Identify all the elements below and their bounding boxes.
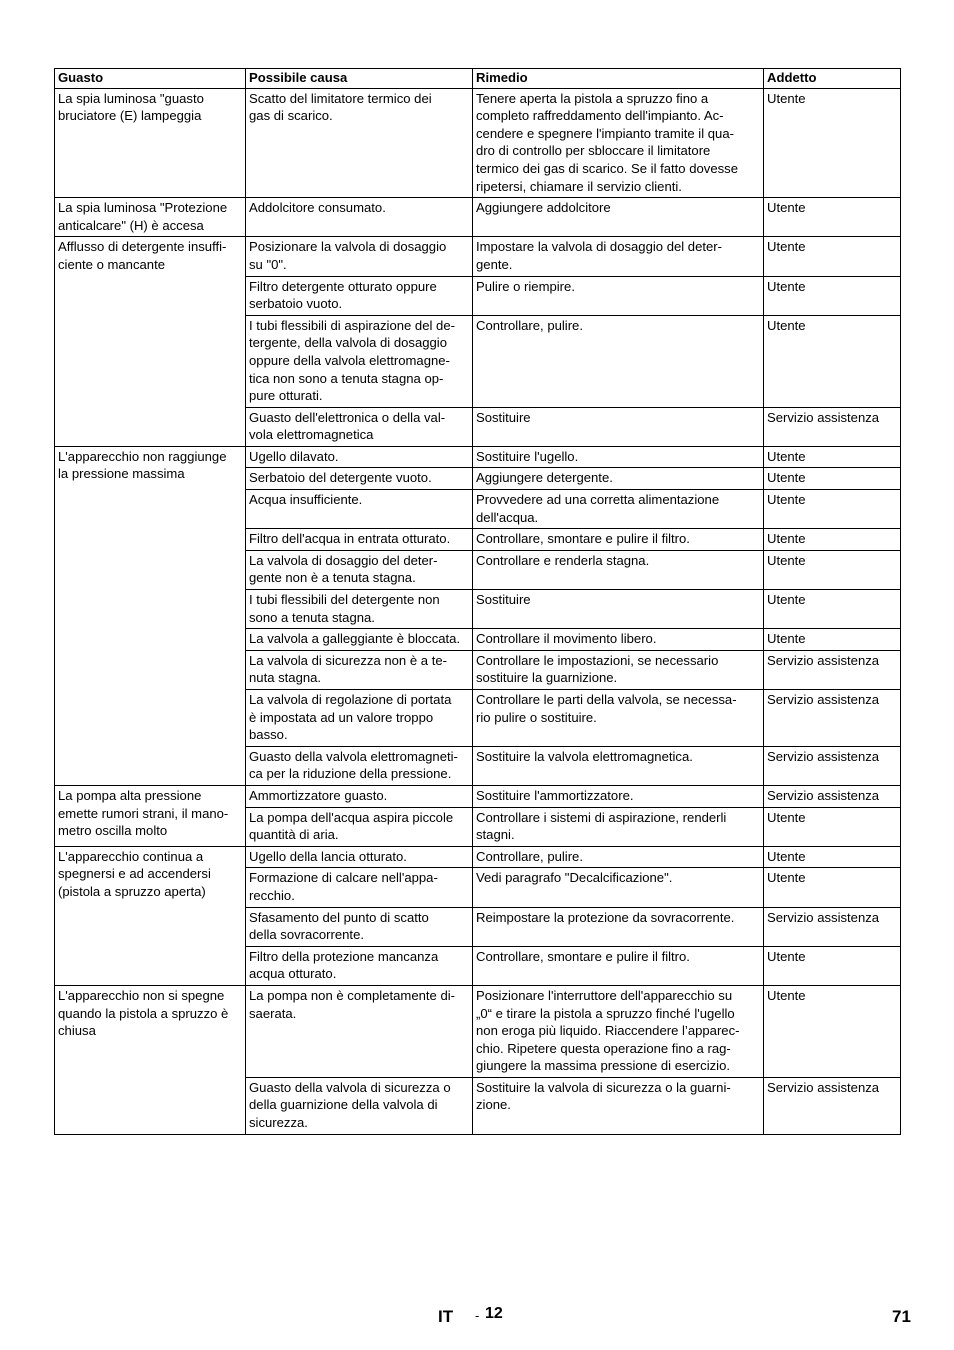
cause-cell: Ammortizzatore guasto. <box>246 785 473 807</box>
person-cell: Servizio assistenza <box>764 785 901 807</box>
cause-cell: Guasto dell'elettronica o della val- vola elettromagnetica <box>246 407 473 446</box>
cause-cell: La valvola di regolazione di portata è impostata ad un valore troppo basso. <box>246 690 473 747</box>
footer-language: IT <box>438 1307 454 1326</box>
table-header-row <box>55 69 901 89</box>
remedy-cell: Controllare i sistemi di aspirazione, renderli stagni. <box>473 807 764 846</box>
header-remedy: Rimedio <box>473 69 764 89</box>
person-cell: Utente <box>764 550 901 589</box>
person-cell: Utente <box>764 490 901 529</box>
person-cell: Servizio assistenza <box>764 1077 901 1134</box>
remedy-cell: Sostituire la valvola di sicurezza o la guarni- zione. <box>473 1077 764 1134</box>
person-cell: Servizio assistenza <box>764 746 901 785</box>
cause-cell: I tubi flessibili del detergente non sono a tenuta stagna. <box>246 590 473 629</box>
cause-cell: Filtro dell'acqua in entrata otturato. <box>246 529 473 551</box>
person-cell: Utente <box>764 846 901 868</box>
table-row <box>55 985 901 1077</box>
footer-separator: - <box>475 1308 480 1323</box>
person-cell: Utente <box>764 985 901 1077</box>
cause-cell: La pompa dell'acqua aspira piccole quantità di aria. <box>246 807 473 846</box>
person-cell: Utente <box>764 629 901 651</box>
remedy-cell: Vedi paragrafo "Decalcificazione". <box>473 868 764 907</box>
person-cell: Utente <box>764 276 901 315</box>
person-cell: Utente <box>764 468 901 490</box>
remedy-cell: Sostituire <box>473 590 764 629</box>
table-row <box>55 446 901 468</box>
person-cell: Utente <box>764 529 901 551</box>
cause-cell: Filtro detergente otturato oppure serbatoio vuoto. <box>246 276 473 315</box>
cause-cell: Guasto della valvola elettromagneti- ca per la riduzione della pressione. <box>246 746 473 785</box>
person-cell: Utente <box>764 198 901 237</box>
person-cell: Servizio assistenza <box>764 690 901 747</box>
fault-cell: L'apparecchio non si spegne quando la pistola a spruzzo è chiusa <box>55 985 246 1134</box>
remedy-cell: Reimpostare la protezione da sovracorrente. <box>473 907 764 946</box>
cause-cell: I tubi flessibili di aspirazione del de- tergente, della valvola di dosaggio oppure della valvola elettromagne- tica non sono a tenuta stagna op- pure otturati. <box>246 315 473 407</box>
fault-cell: L'apparecchio non raggiunge la pressione massima <box>55 446 246 785</box>
remedy-cell: Controllare il movimento libero. <box>473 629 764 651</box>
remedy-cell: Sostituire la valvola elettromagnetica. <box>473 746 764 785</box>
remedy-cell: Controllare, smontare e pulire il filtro. <box>473 946 764 985</box>
table-row <box>55 198 901 237</box>
remedy-cell: Sostituire l'ugello. <box>473 446 764 468</box>
person-cell: Servizio assistenza <box>764 407 901 446</box>
cause-cell: La valvola di dosaggio del deter- gente non è a tenuta stagna. <box>246 550 473 589</box>
cause-cell: Posizionare la valvola di dosaggio su "0". <box>246 237 473 276</box>
person-cell: Utente <box>764 807 901 846</box>
person-cell: Servizio assistenza <box>764 650 901 689</box>
person-cell: Servizio assistenza <box>764 907 901 946</box>
cause-cell: Formazione di calcare nell'appa- recchio. <box>246 868 473 907</box>
header-cause: Possibile causa <box>246 69 473 89</box>
person-cell: Utente <box>764 946 901 985</box>
cause-cell: Filtro della protezione mancanza acqua otturato. <box>246 946 473 985</box>
remedy-cell: Sostituire l'ammortizzatore. <box>473 785 764 807</box>
person-cell: Utente <box>764 446 901 468</box>
footer-page-number: 71 <box>892 1307 911 1326</box>
cause-cell: Addolcitore consumato. <box>246 198 473 237</box>
remedy-cell: Controllare, pulire. <box>473 846 764 868</box>
fault-cell: La spia luminosa "Protezione anticalcare" (H) è accesa <box>55 198 246 237</box>
remedy-cell: Provvedere ad una corretta alimentazione dell'acqua. <box>473 490 764 529</box>
cause-cell: Ugello dilavato. <box>246 446 473 468</box>
cause-cell: La valvola a galleggiante è bloccata. <box>246 629 473 651</box>
table-row <box>55 785 901 807</box>
table-row <box>55 846 901 868</box>
cause-cell: La valvola di sicurezza non è a te- nuta stagna. <box>246 650 473 689</box>
remedy-cell: Pulire o riempire. <box>473 276 764 315</box>
remedy-cell: Controllare e renderla stagna. <box>473 550 764 589</box>
fault-cell: Afflusso di detergente insuffi- ciente o mancante <box>55 237 246 447</box>
cause-cell: Guasto della valvola di sicurezza o della guarnizione della valvola di sicurezza. <box>246 1077 473 1134</box>
footer-section-number: 12 <box>485 1305 503 1322</box>
fault-cell: L'apparecchio continua a spegnersi e ad accendersi (pistola a spruzzo aperta) <box>55 846 246 985</box>
person-cell: Utente <box>764 315 901 407</box>
cause-cell: Scatto del limitatore termico dei gas di scarico. <box>246 88 473 198</box>
cause-cell: Ugello della lancia otturato. <box>246 846 473 868</box>
table-row <box>55 88 901 198</box>
header-fault: Guasto <box>55 69 246 89</box>
remedy-cell: Controllare, pulire. <box>473 315 764 407</box>
remedy-cell: Controllare le impostazioni, se necessario sostituire la guarnizione. <box>473 650 764 689</box>
remedy-cell: Impostare la valvola di dosaggio del deter- gente. <box>473 237 764 276</box>
troubleshooting-table <box>54 68 901 1135</box>
remedy-cell: Controllare le parti della valvola, se necessa- rio pulire o sostituire. <box>473 690 764 747</box>
header-person: Addetto <box>764 69 901 89</box>
fault-cell: La spia luminosa "guasto bruciatore (E) lampeggia <box>55 88 246 198</box>
cause-cell: Serbatoio del detergente vuoto. <box>246 468 473 490</box>
cause-cell: La pompa non è completamente di- saerata. <box>246 985 473 1077</box>
table-row <box>55 237 901 276</box>
remedy-cell: Sostituire <box>473 407 764 446</box>
remedy-cell: Aggiungere detergente. <box>473 468 764 490</box>
person-cell: Utente <box>764 88 901 198</box>
cause-cell: Sfasamento del punto di scatto della sovracorrente. <box>246 907 473 946</box>
person-cell: Utente <box>764 237 901 276</box>
remedy-cell: Controllare, smontare e pulire il filtro. <box>473 529 764 551</box>
cause-cell: Acqua insufficiente. <box>246 490 473 529</box>
fault-cell: La pompa alta pressione emette rumori strani, il mano- metro oscilla molto <box>55 785 246 846</box>
remedy-cell: Tenere aperta la pistola a spruzzo fino a completo raffreddamento dell'impianto. Ac- cendere e spegnere l'impianto tramite il qua- dro di controllo per sbloccare il limitatore termico dei gas di scarico. Se il fatto dovesse ripetersi, chiamare il servizio clienti. <box>473 88 764 198</box>
person-cell: Utente <box>764 868 901 907</box>
person-cell: Utente <box>764 590 901 629</box>
remedy-cell: Aggiungere addolcitore <box>473 198 764 237</box>
remedy-cell: Posizionare l'interruttore dell'apparecchio su „0“ e tirare la pistola a spruzzo finché l'ugello non eroga più liquido. Riaccendere l’apparec- chio. Ripetere questa operazione fino a rag- giungere la massima pressione di esercizio. <box>473 985 764 1077</box>
